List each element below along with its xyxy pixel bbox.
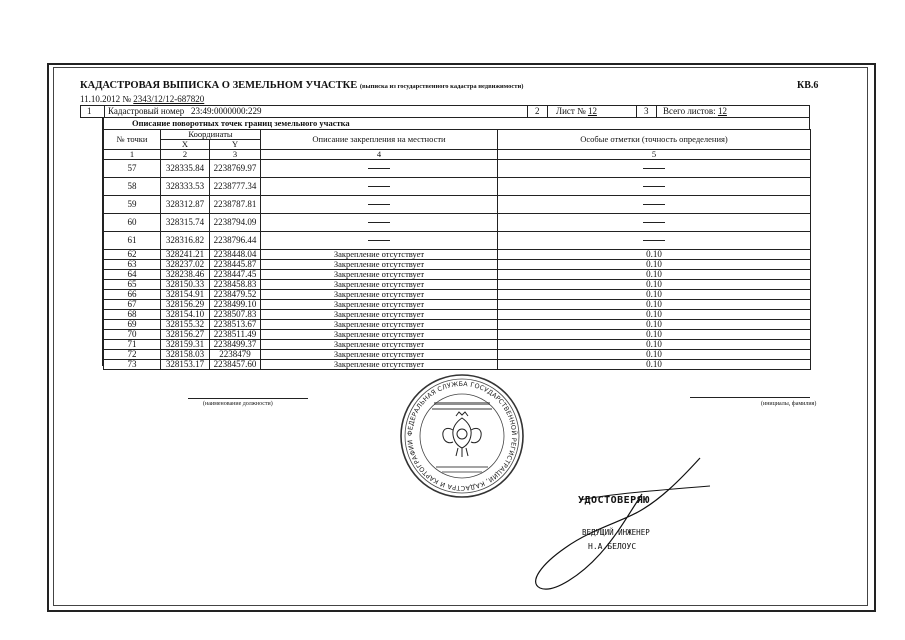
col-num-1: 1 bbox=[104, 150, 161, 160]
document-title bbox=[80, 80, 523, 91]
position-signature-line bbox=[188, 398, 308, 399]
position-caption: (наименование должности) bbox=[203, 401, 273, 407]
coord-y-cell: 2238787.81 bbox=[210, 196, 261, 214]
accuracy-cell: 0.10 bbox=[498, 280, 811, 290]
description-cell: Закрепление отсутствует bbox=[261, 320, 498, 330]
date-number-label: 11.10.2012 № bbox=[80, 94, 134, 104]
description-cell: Закрепление отсутствует bbox=[261, 300, 498, 310]
name-caption: (инициалы, фамилия) bbox=[761, 401, 817, 407]
dash-mark bbox=[643, 168, 665, 169]
accuracy-cell bbox=[498, 232, 811, 250]
coord-y-cell: 2238445.87 bbox=[210, 260, 261, 270]
point-number-cell: 64 bbox=[104, 270, 161, 280]
description-cell: Закрепление отсутствует bbox=[261, 350, 498, 360]
point-number-cell: 59 bbox=[104, 196, 161, 214]
description-cell: Закрепление отсутствует bbox=[261, 330, 498, 340]
header-description: Описание закрепления на местности bbox=[261, 130, 498, 150]
coord-x-cell: 328155.32 bbox=[161, 320, 210, 330]
coord-y-cell: 2238458.83 bbox=[210, 280, 261, 290]
point-number-cell: 65 bbox=[104, 280, 161, 290]
description-cell: Закрепление отсутствует bbox=[261, 310, 498, 320]
coord-y-cell: 2238447.45 bbox=[210, 270, 261, 280]
col3-index: 3 bbox=[636, 106, 649, 117]
accuracy-cell: 0.10 bbox=[498, 360, 811, 370]
description-cell: Закрепление отсутствует bbox=[261, 270, 498, 280]
coord-y-cell: 2238479 bbox=[210, 350, 261, 360]
accuracy-cell: 0.10 bbox=[498, 260, 811, 270]
seal-ring-text: ФЕДЕРАЛЬНАЯ СЛУЖБА ГОСУДАРСТВЕННОЙ РЕГИСТРАЦИИ, КАДАСТРА И КАРТОГРАФИИ bbox=[405, 379, 519, 493]
handwritten-signature bbox=[520, 450, 720, 600]
total-sheets bbox=[656, 106, 727, 117]
col-num-5: 5 bbox=[498, 150, 811, 160]
table-row bbox=[104, 260, 811, 270]
table-row bbox=[104, 310, 811, 320]
boundary-points-table bbox=[103, 129, 811, 370]
coord-x-cell: 328154.91 bbox=[161, 290, 210, 300]
coord-x-cell: 328333.53 bbox=[161, 178, 210, 196]
col-num-2: 2 bbox=[161, 150, 210, 160]
sheet-number bbox=[547, 106, 597, 117]
header-point-number: № точки bbox=[104, 130, 161, 150]
cadastral-label bbox=[104, 106, 261, 117]
point-number-cell: 62 bbox=[104, 250, 161, 260]
accuracy-cell: 0.10 bbox=[498, 320, 811, 330]
coord-y-cell: 2238499.37 bbox=[210, 340, 261, 350]
accuracy-cell bbox=[498, 196, 811, 214]
coord-x-cell: 328241.21 bbox=[161, 250, 210, 260]
coord-x-cell: 328335.84 bbox=[161, 160, 210, 178]
table-row bbox=[104, 350, 811, 360]
point-number-cell: 60 bbox=[104, 214, 161, 232]
accuracy-cell: 0.10 bbox=[498, 310, 811, 320]
point-number-cell: 69 bbox=[104, 320, 161, 330]
col-num-3: 3 bbox=[210, 150, 261, 160]
coord-x-cell: 328156.29 bbox=[161, 300, 210, 310]
dash-mark bbox=[643, 204, 665, 205]
accuracy-cell: 0.10 bbox=[498, 300, 811, 310]
point-number-cell: 73 bbox=[104, 360, 161, 370]
table-row bbox=[104, 160, 811, 178]
coord-x-cell: 328315.74 bbox=[161, 214, 210, 232]
document-title-note: (выписка из государственного кадастра недвижимости) bbox=[359, 83, 524, 90]
col-num-4: 4 bbox=[261, 150, 498, 160]
total-sheets-label: Всего листов: bbox=[663, 106, 718, 116]
table-row bbox=[104, 340, 811, 350]
table-row bbox=[104, 270, 811, 280]
official-seal-stamp bbox=[398, 372, 526, 500]
sheet-value: 12 bbox=[587, 106, 597, 116]
table-row bbox=[104, 232, 811, 250]
sheet-label: Лист № bbox=[556, 106, 588, 116]
point-number-cell: 58 bbox=[104, 178, 161, 196]
description-cell bbox=[261, 196, 498, 214]
dash-mark bbox=[643, 186, 665, 187]
header-notes: Особые отметки (точность определения) bbox=[498, 130, 811, 150]
table-row bbox=[104, 250, 811, 260]
coord-y-cell: 2238499.10 bbox=[210, 300, 261, 310]
table-row bbox=[104, 320, 811, 330]
accuracy-cell: 0.10 bbox=[498, 270, 811, 280]
coord-y-cell: 2238513.67 bbox=[210, 320, 261, 330]
document-title-main: КАДАСТРОВАЯ ВЫПИСКА О ЗЕМЕЛЬНОМ УЧАСТКЕ bbox=[80, 80, 358, 91]
certifier-name: Н.А.БЕЛОУС bbox=[588, 542, 637, 551]
coord-y-cell: 2238777.34 bbox=[210, 178, 261, 196]
coord-y-cell: 2238796.44 bbox=[210, 232, 261, 250]
coord-x-cell: 328150.33 bbox=[161, 280, 210, 290]
coord-x-cell: 328312.87 bbox=[161, 196, 210, 214]
svg-text:ФЕДЕРАЛЬНАЯ СЛУЖБА ГОСУДАРСТВЕ bbox=[406, 380, 519, 492]
description-cell: Закрепление отсутствует bbox=[261, 360, 498, 370]
form-code: КВ.6 bbox=[797, 80, 819, 91]
accuracy-cell bbox=[498, 178, 811, 196]
point-number-cell: 72 bbox=[104, 350, 161, 360]
description-cell: Закрепление отсутствует bbox=[261, 260, 498, 270]
header-x: X bbox=[161, 140, 210, 150]
coord-x-cell: 328156.27 bbox=[161, 330, 210, 340]
point-number-cell: 57 bbox=[104, 160, 161, 178]
coord-y-cell: 2238479.52 bbox=[210, 290, 261, 300]
row-index: 1 bbox=[87, 106, 92, 116]
table-row bbox=[104, 178, 811, 196]
point-number-cell: 71 bbox=[104, 340, 161, 350]
cadastral-number-value: 23:49:0000000:229 bbox=[190, 106, 262, 116]
point-number-cell: 66 bbox=[104, 290, 161, 300]
accuracy-cell: 0.10 bbox=[498, 250, 811, 260]
section-title: Описание поворотных точек границ земельного участка bbox=[103, 118, 810, 129]
point-number-cell: 67 bbox=[104, 300, 161, 310]
description-cell: Закрепление отсутствует bbox=[261, 250, 498, 260]
coord-x-cell: 328237.02 bbox=[161, 260, 210, 270]
document-date-number bbox=[80, 94, 204, 104]
coord-y-cell: 2238507.83 bbox=[210, 310, 261, 320]
name-signature-line bbox=[690, 397, 810, 398]
dash-mark bbox=[368, 222, 390, 223]
coord-x-cell: 328153.17 bbox=[161, 360, 210, 370]
description-cell: Закрепление отсутствует bbox=[261, 340, 498, 350]
description-cell bbox=[261, 178, 498, 196]
total-sheets-value: 12 bbox=[717, 106, 727, 116]
header-y: Y bbox=[210, 140, 261, 150]
coord-x-cell: 328159.31 bbox=[161, 340, 210, 350]
description-cell bbox=[261, 232, 498, 250]
accuracy-cell: 0.10 bbox=[498, 290, 811, 300]
point-number-cell: 63 bbox=[104, 260, 161, 270]
accuracy-cell bbox=[498, 214, 811, 232]
point-number-cell: 70 bbox=[104, 330, 161, 340]
coord-x-cell: 328154.10 bbox=[161, 310, 210, 320]
description-cell bbox=[261, 160, 498, 178]
dash-mark bbox=[368, 168, 390, 169]
dash-mark bbox=[368, 186, 390, 187]
dash-mark bbox=[643, 240, 665, 241]
accuracy-cell: 0.10 bbox=[498, 330, 811, 340]
eagle-emblem-icon bbox=[443, 412, 481, 457]
cadastral-label-text: Кадастровый номер bbox=[108, 106, 185, 116]
accuracy-cell: 0.10 bbox=[498, 340, 811, 350]
document-number: 2343/12/12-687820 bbox=[133, 94, 205, 104]
coord-x-cell: 328316.82 bbox=[161, 232, 210, 250]
description-cell: Закрепление отсутствует bbox=[261, 290, 498, 300]
accuracy-cell: 0.10 bbox=[498, 350, 811, 360]
coord-x-cell: 328158.03 bbox=[161, 350, 210, 360]
header-coordinates: Координаты bbox=[161, 130, 261, 140]
table-row bbox=[104, 300, 811, 310]
coord-y-cell: 2238794.09 bbox=[210, 214, 261, 232]
coord-y-cell: 2238769.97 bbox=[210, 160, 261, 178]
description-cell: Закрепление отсутствует bbox=[261, 280, 498, 290]
dash-mark bbox=[368, 240, 390, 241]
table-row bbox=[104, 360, 811, 370]
accuracy-cell bbox=[498, 160, 811, 178]
coord-x-cell: 328238.46 bbox=[161, 270, 210, 280]
col2-index: 2 bbox=[527, 106, 540, 117]
dash-mark bbox=[643, 222, 665, 223]
coord-y-cell: 2238457.60 bbox=[210, 360, 261, 370]
table-row bbox=[104, 330, 811, 340]
certifier-position: ВЕДУЩИЙ ИНЖЕНЕР bbox=[582, 528, 650, 537]
table-row bbox=[104, 290, 811, 300]
coord-y-cell: 2238448.04 bbox=[210, 250, 261, 260]
cadastral-number-row bbox=[80, 105, 810, 118]
table-body bbox=[104, 130, 811, 370]
table-row bbox=[104, 214, 811, 232]
coord-y-cell: 2238511.49 bbox=[210, 330, 261, 340]
table-row bbox=[104, 196, 811, 214]
certification-title: УДОСТОВЕРЯЮ bbox=[578, 495, 650, 506]
point-number-cell: 61 bbox=[104, 232, 161, 250]
table-row bbox=[104, 280, 811, 290]
description-cell bbox=[261, 214, 498, 232]
dash-mark bbox=[368, 204, 390, 205]
point-number-cell: 68 bbox=[104, 310, 161, 320]
